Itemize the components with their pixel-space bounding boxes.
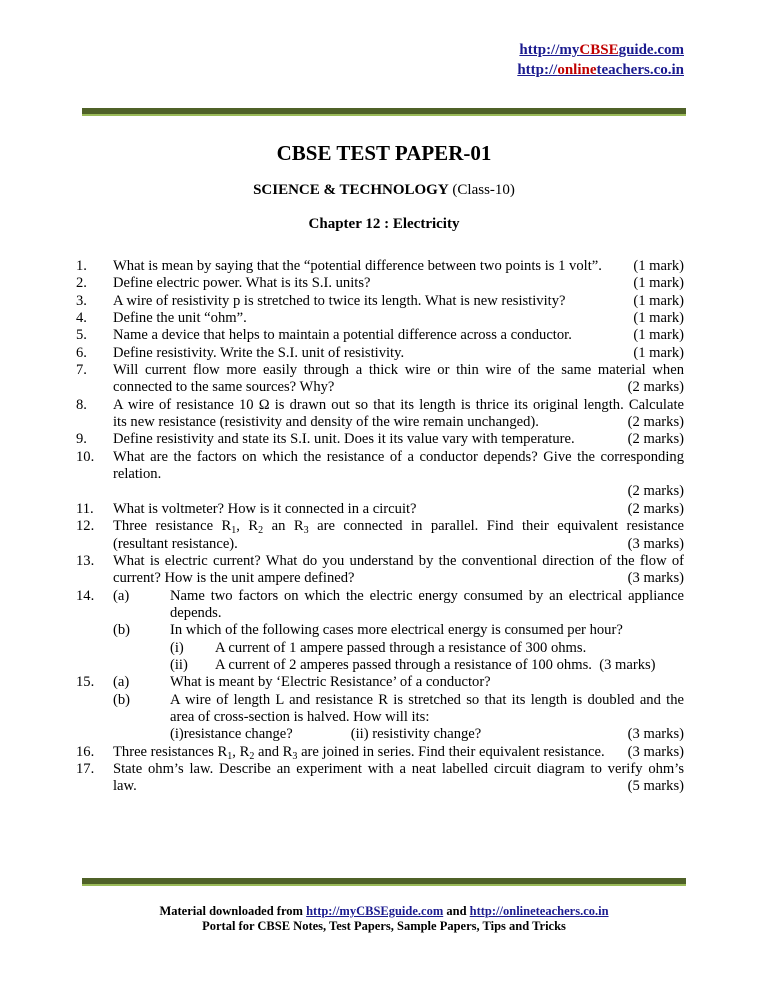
onlineteachers-link[interactable]: http://onlineteachers.co.in — [517, 62, 684, 78]
subtitle: SCIENCE & TECHNOLOGY (Class-10) — [253, 182, 515, 198]
question-2: 2. Define electric power. What is its S.I. units? (1 mark) — [76, 275, 684, 292]
header-links — [517, 40, 684, 80]
question-16: 16. Three resistances $R_1$, $R_2$ and $R_3$ are joined in series. Find their equivalent resistance. (3 marks) — [76, 743, 684, 762]
mycbseguide-link[interactable]: http://myCBSEguide.com — [519, 42, 684, 58]
footer-onlineteachers-link[interactable]: http://onlineteachers.co.in — [469, 904, 609, 918]
question-12: 12. Three resistance $R_1$, $R_2$ an $R_3$ are connected in parallel. Find their equivalent resistance (resultant resistance). (3 marks) — [76, 518, 685, 552]
question-17: 17. State ohm’s law. Describe an experiment with a neat labelled circuit diagram to verify ohm’s law. (5 marks) — [76, 760, 684, 795]
question-7: 7. Will current flow more easily through a thick wire or thin wire of the same material when connected to the same sources? Why? (2 marks) — [76, 362, 684, 396]
footer: Material downloaded from http://myCBSEguide.com and http://onlineteachers.co.in Portal for CBSE Notes, Test Papers, Sample Papers, Tips and Tricks — [0, 904, 768, 934]
question-15: 15. (a) What is meant by ‘Electric Resistance’ of a conductor? (b) A wire of length L and resistance R is stretched so that its length is doubled and the area of cross-section is halved. How will its: (i)resistance change? (ii) resistivity change? (3 marks) — [76, 674, 684, 743]
top-divider — [82, 108, 686, 116]
question-11: 11. What is voltmeter? How is it connected in a circuit? (2 marks) — [76, 500, 684, 517]
question-4: 4. Define the unit “ohm”. (1 mark) — [76, 310, 684, 327]
question-9: 9. Define resistivity and state its S.I. unit. Does it its value vary with temperature. (2 marks) — [76, 431, 684, 448]
footer-tagline: Portal for CBSE Notes, Test Papers, Sample Papers, Tips and Tricks — [202, 919, 566, 933]
question-list — [76, 258, 684, 796]
question-3: 3. A wire of resistivity p is stretched to twice its length. What is new resistivity? (1 mark) — [76, 292, 684, 309]
question-1: 1. What is mean by saying that the “potential difference between two points is 1 volt”. (1 mark) — [76, 258, 684, 274]
page-title: CBSE TEST PAPER-01 — [276, 141, 492, 165]
question-10: 10. What are the factors on which the resistance of a conductor depends? Give the corresponding relation. (2 marks) — [76, 448, 684, 500]
question-8: 8. A wire of resistance 10 Ω is drawn out so that its length is thrice its original length. Calculate its new resistance (resistivity and density of the wire remain unchanged). (2 marks) — [76, 396, 684, 431]
footer-mycbseguide-link[interactable]: http://myCBSEguide.com — [306, 904, 444, 918]
question-14: 14. (a) Name two factors on which the electric energy consumed by an electrical appliance depends. (b) In which of the following cases more electrical energy is consumed per hour? (i) A current of 1 ampere passed through a resistance of 300 ohms. (ii) A current of 2 amperes passed through a resistance of 100 ohms. (3 marks) — [76, 587, 684, 673]
question-13: 13. What is electric current? What do you understand by the conventional direction of the flow of current? How is the unit ampere defined? (3 marks) — [76, 552, 684, 587]
question-5: 5. Name a device that helps to maintain a potential difference across a conductor. (1 mark) — [76, 327, 684, 344]
bottom-divider — [82, 878, 686, 886]
chapter-heading: Chapter 12 : Electricity — [308, 216, 460, 232]
question-6: 6. Define resistivity. Write the S.I. unit of resistivity. (1 mark) — [76, 344, 684, 361]
